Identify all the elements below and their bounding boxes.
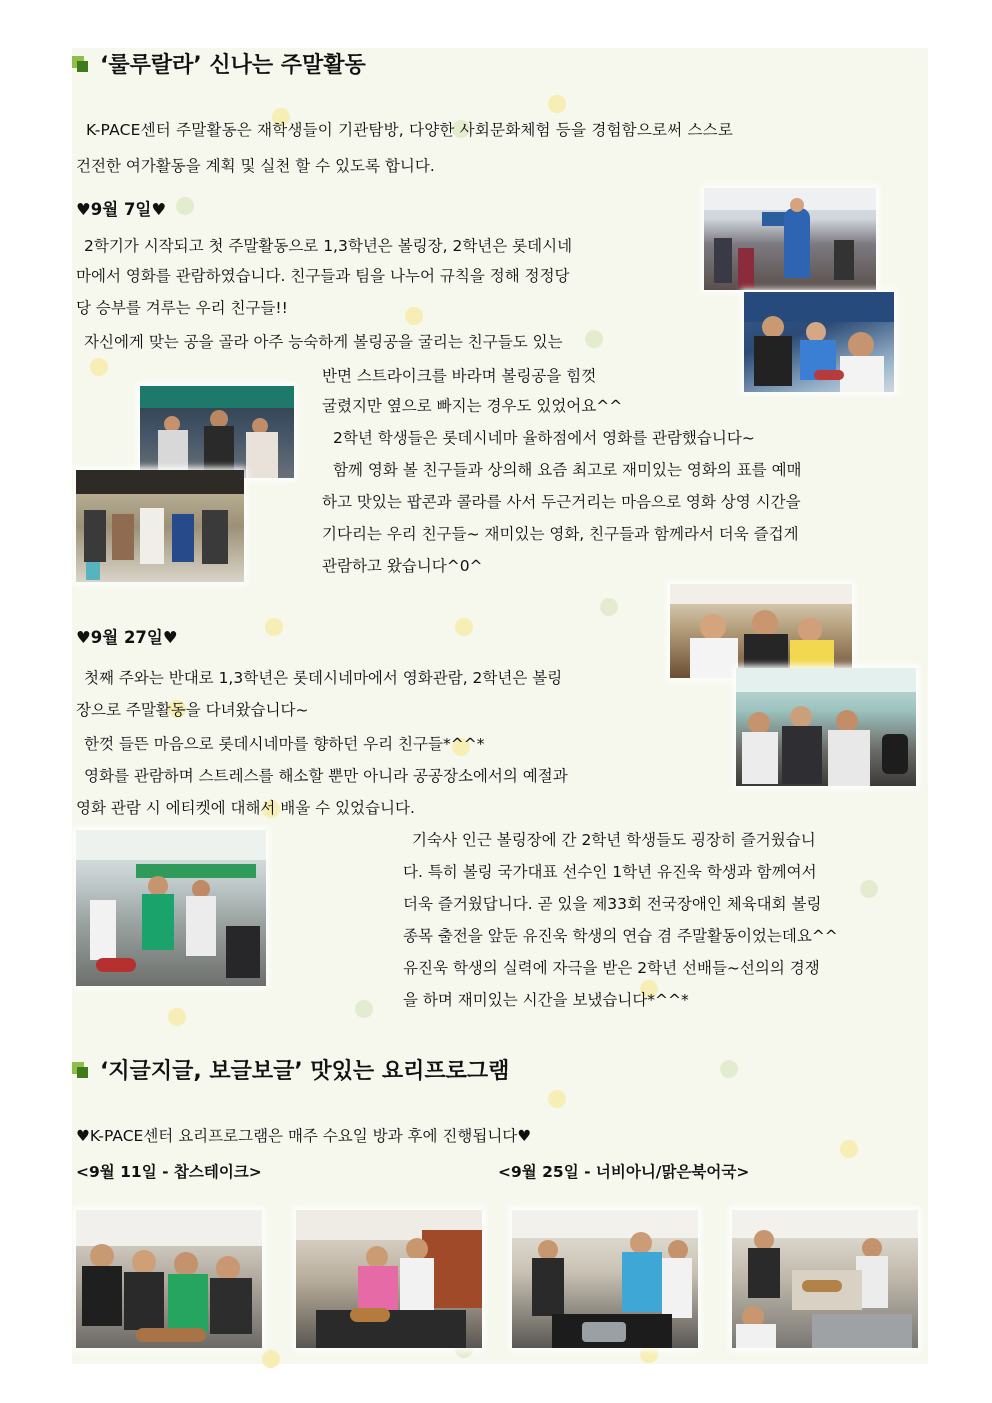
text-line: 영화를 관람하며 스트레스를 해소할 뿐만 아니라 공공장소에서의 예절과 bbox=[84, 767, 568, 785]
text-line: 을 하며 재미있는 시간을 보냈습니다*^^* bbox=[403, 991, 689, 1009]
text-line: 함께 영화 볼 친구들과 상의해 요즘 최고로 재미있는 영화의 표를 예매 bbox=[333, 461, 802, 479]
cooking-subtitle-1: <9월 11일 - 찹스테이크> bbox=[76, 1163, 262, 1181]
bowling-lane-photo bbox=[76, 830, 266, 986]
date-sep-27: ♥9월 27일♥ bbox=[76, 628, 178, 647]
text-line: 마에서 영화를 관람하였습니다. 친구들과 팀을 나누어 규칙을 정해 정정당 bbox=[76, 267, 570, 285]
cooking-class-photo bbox=[512, 1210, 698, 1348]
intro-line-2: 건전한 여가활동을 계획 및 실천 할 수 있도록 합니다. bbox=[76, 157, 435, 175]
cooking-at-stove-photo bbox=[296, 1210, 482, 1348]
section-heading-text: ‘룰루랄라’ 신나는 주말활동 bbox=[100, 53, 366, 78]
text-line: 반면 스트라이크를 바라며 볼링공을 힘껏 bbox=[322, 367, 597, 385]
text-line: 굴렸지만 옆으로 빠지는 경우도 있었어요^^ bbox=[322, 397, 623, 415]
text-line: 첫째 주와는 반대로 1,3학년은 롯데시네마에서 영화관람, 2학년은 볼링 bbox=[84, 669, 563, 687]
students-group-photo bbox=[670, 584, 852, 678]
text-line: 한껏 들뜬 마음으로 롯데시네마를 향하던 우리 친구들*^^* bbox=[84, 735, 485, 753]
cooking-intro: ♥K-PACE센터 요리프로그램은 매주 수요일 방과 후에 진행됩니다♥ bbox=[76, 1127, 532, 1145]
text-line: 기숙사 인근 볼링장에 간 2학년 학생들도 굉장히 즐거웠습니 bbox=[412, 831, 816, 849]
section-heading-text: ‘지글지글, 보글보글’ 맛있는 요리프로그램 bbox=[100, 1059, 510, 1084]
date-sep-7: ♥9월 7일♥ bbox=[76, 200, 167, 219]
text-line: 기다리는 우리 친구들~ 재미있는 영화, 친구들과 함께라서 더욱 즐겁게 bbox=[322, 525, 799, 543]
students-at-table-photo bbox=[744, 292, 894, 392]
text-line: 다. 특히 볼링 국가대표 선수인 1학년 유진욱 학생과 함께여서 bbox=[403, 863, 817, 881]
text-line: 종목 출전을 앞둔 유진욱 학생의 연습 겸 주말활동이었는데요^^ bbox=[403, 927, 838, 945]
students-on-sofa-photo bbox=[736, 668, 916, 786]
bullet-square-icon bbox=[72, 56, 88, 72]
students-waiting-photo bbox=[76, 470, 244, 582]
intro-line-1: K-PACE센터 주말활동은 재학생들이 기관탐방, 다양한 사회문화체험 등을 경험함으로써 스스로 bbox=[86, 121, 734, 139]
cooking-subtitle-2: <9월 25일 - 너비아니/맑은북어국> bbox=[498, 1163, 750, 1181]
text-line: 장으로 주말활동을 다녀왔습니다~ bbox=[76, 701, 309, 719]
text-line: 하고 맛있는 팝콘과 콜라를 사서 두근거리는 마음으로 영화 상영 시간을 bbox=[322, 493, 801, 511]
cooking-table-photo bbox=[732, 1210, 918, 1348]
text-line: 2학기가 시작되고 첫 주말활동으로 1,3학년은 볼링장, 2학년은 롯데시네 bbox=[84, 237, 573, 255]
text-line: 당 승부를 겨루는 우리 친구들!! bbox=[76, 299, 288, 317]
text-line: 영화 관람 시 에티켓에 대해서 배울 수 있었습니다. bbox=[76, 799, 415, 817]
cinema-lobby-photo bbox=[140, 386, 294, 478]
bowling-alley-photo bbox=[704, 188, 876, 290]
text-line: 2학년 학생들은 롯데시네마 율하점에서 영화를 관람했습니다~ bbox=[333, 429, 755, 447]
text-line: 더욱 즐거웠답니다. 곧 있을 제33회 전국장애인 체육대회 볼링 bbox=[403, 895, 822, 913]
text-line: 관람하고 왔습니다^0^ bbox=[322, 557, 483, 575]
bullet-square-icon bbox=[72, 1062, 88, 1078]
text-line: 자신에게 맞는 공을 골라 아주 능숙하게 볼링공을 굴리는 친구들도 있는 bbox=[84, 333, 563, 351]
cooking-group-photo bbox=[76, 1210, 262, 1348]
text-line: 유진욱 학생의 실력에 자극을 받은 2학년 선배들~선의의 경쟁 bbox=[403, 959, 820, 977]
